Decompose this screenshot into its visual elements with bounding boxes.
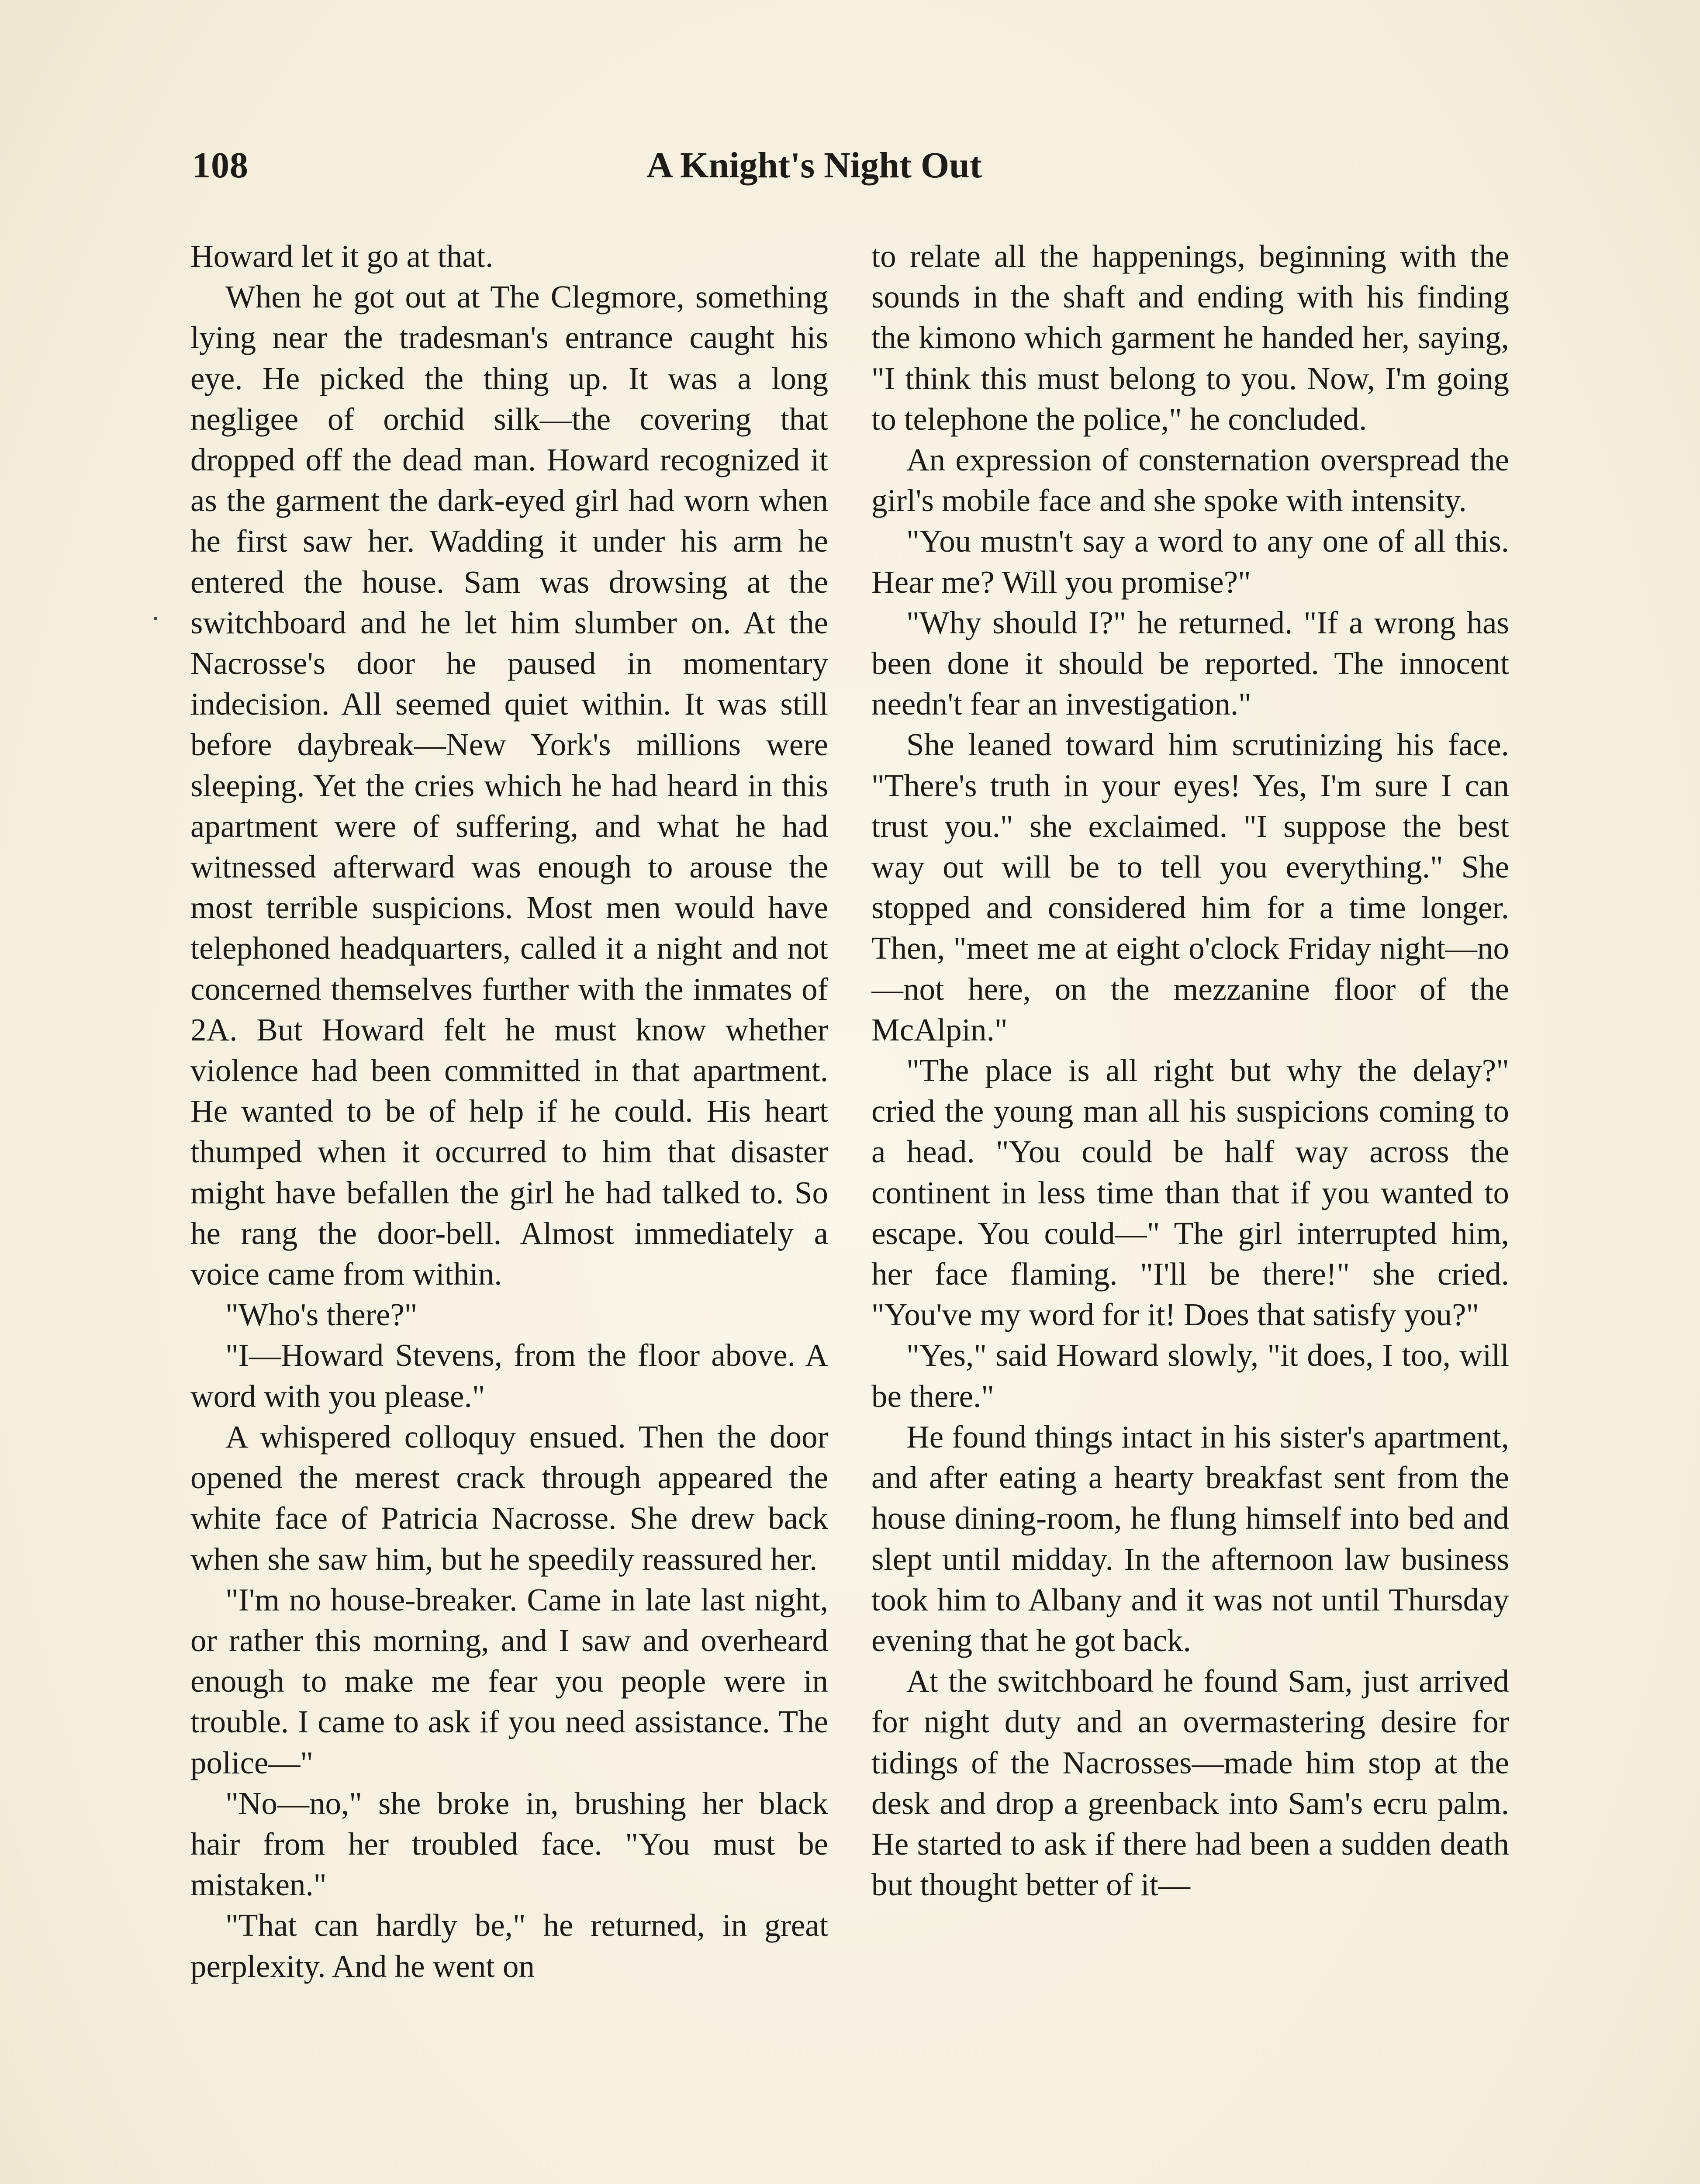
- paragraph: He found things intact in his sister's apartment, and after eating a hearty breakfast sent from the house dining-room, he flung himself into bed and slept until midday. In the afternoon law business took him to Albany and it was not until Thursday evening that he got back.: [871, 1419, 1509, 1658]
- paragraph: At the switchboard he found Sam, just arrived for night duty and an overmastering desire for tidings of the Nacrosses—made him stop at the desk and drop a greenback into Sam's ecru palm. He started to ask if there had been a sudden death but thought better of it—: [871, 1663, 1509, 1903]
- print-speck: [154, 617, 157, 620]
- paragraph: Howard let it go at that.: [190, 238, 494, 274]
- paragraph: "I—Howard Stevens, from the floor above. A word with you please.": [190, 1337, 828, 1414]
- paragraph: "That can hardly be," he returned, in great perplexity. And he went on: [190, 1908, 828, 1984]
- paragraph: "I'm no house-breaker. Came in late last night, or rather this morning, and I saw and overheard enough to make me fear you people were in trouble. I came to ask if you need assistance. The police—": [190, 1582, 828, 1780]
- page-number: 108: [192, 145, 249, 186]
- paragraph: to relate all the happenings, beginning with the sounds in the shaft and ending with his finding the kimono which garment he handed her, saying, "I think this must belong to you. Now, I'm going to telephone the police," he concluded.: [871, 238, 1509, 437]
- paragraph: "Who's there?": [225, 1297, 418, 1333]
- paragraph: "No—no," she broke in, brushing her black hair from her troubled face. "You must be mistaken.": [190, 1785, 828, 1903]
- paragraph: She leaned toward him scrutinizing his face. "There's truth in your eyes! Yes, I'm sure I can trust you." she exclaimed. "I suppose the best way out will be to tell you everything." She stopped and considered him for a time longer. Then, "meet me at eight o'clock Friday night—no—not here, on the mezzanine floor of the McAlpin.": [871, 727, 1509, 1047]
- left-text-column: [190, 236, 828, 2184]
- paragraph: A whispered colloquy ensued. Then the door opened the merest crack through appeared the white face of Patricia Nacrosse. She drew back when she saw him, but he speedily reassured her.: [190, 1419, 828, 1577]
- paragraph: "You mustn't say a word to any one of all this. Hear me? Will you promise?": [871, 523, 1509, 600]
- paragraph: When he got out at The Clegmore, something lying near the tradesman's entrance caught his eye. He picked the thing up. It was a long negligee of orchid silk—the covering that dropped off the dead man. Howard recognized it as the garment the dark-eyed girl had worn when he first saw her. Wadding it under his arm he entered the house. Sam was drowsing at the switchboard and he let him slumber on. At the Nacrosse's door he paused in momentary indecision. All seemed quiet within. It was still before daybreak—New York's millions were sleeping. Yet the cries which he had heard in this apartment were of suffering, and what he had witnessed afterward was enough to arouse the most terrible suspicions. Most men would have telephoned headquarters, called it a night and not concerned themselves further with the inmates of 2A. But Howard felt he must know whether violence had been committed in that apartment. He wanted to be of help if he could. His heart thumped when it occurred to him that disaster might have befallen the girl he had talked to. So he rang the door-bell. Almost immediately a voice came from within.: [190, 279, 828, 1292]
- paragraph: An expression of consternation overspread the girl's mobile face and she spoke with intensity.: [871, 442, 1509, 518]
- paragraph: "Yes," said Howard slowly, "it does, I too, will be there.": [871, 1337, 1509, 1414]
- paragraph: "Why should I?" he returned. "If a wrong has been done it should be reported. The innocent needn't fear an investigation.": [871, 605, 1509, 722]
- paragraph: "The place is all right but why the delay?" cried the young man all his suspicions coming to a head. "You could be half way across the continent in less time than that if you wanted to escape. You could—" The girl interrupted him, her face flaming. "I'll be there!" she cried. "You've my word for it! Does that satisfy you?": [871, 1053, 1509, 1333]
- right-text-column: [871, 236, 1509, 2184]
- running-head-title: A Knight's Night Out: [646, 145, 982, 186]
